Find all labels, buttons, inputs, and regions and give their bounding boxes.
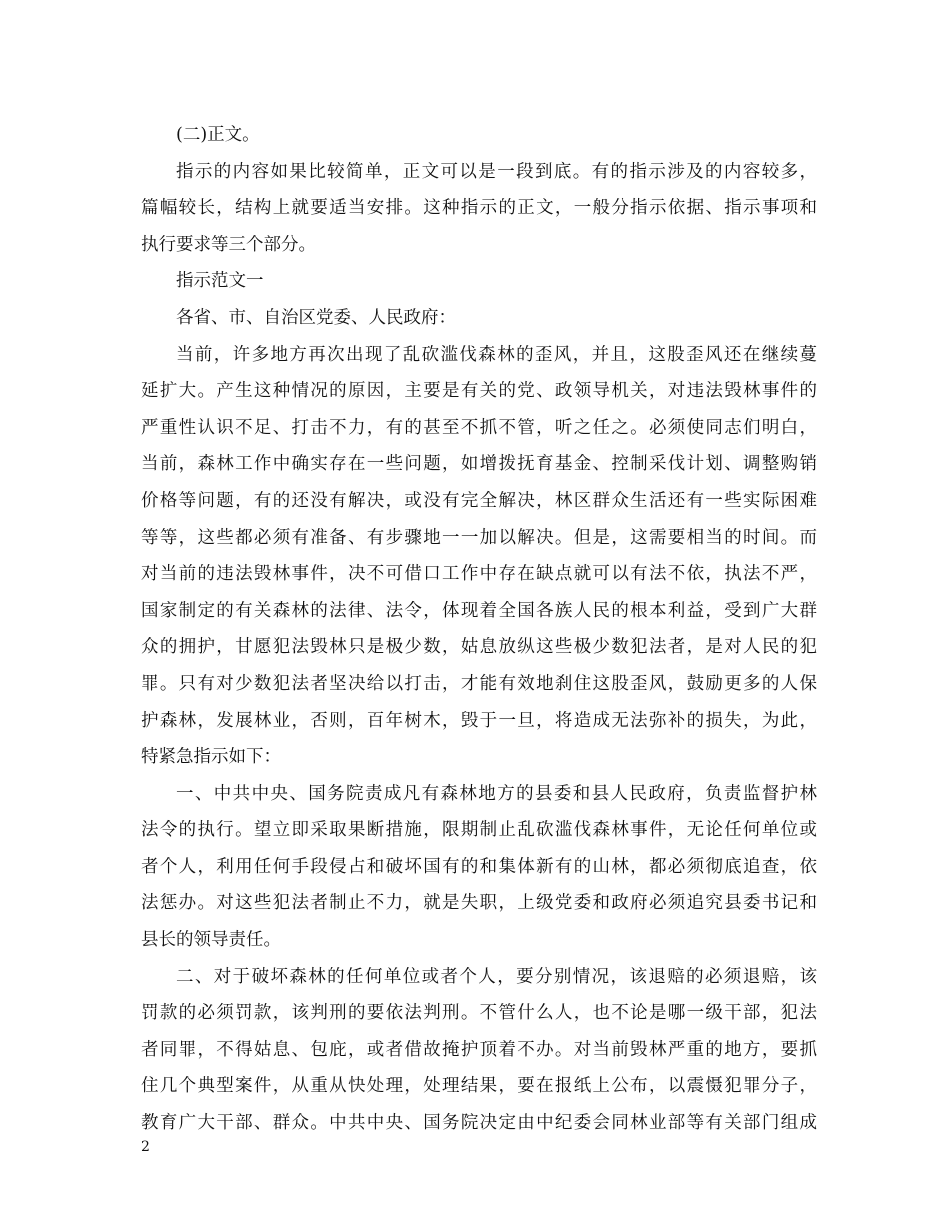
text-line: 当前，森林工作中确实存在一些问题，如增拨抚育基金、控制采伐计划、调整购销 bbox=[141, 454, 817, 475]
text-line: 者同罪，不得姑息、包庇，或者借故掩护顶着不办。对当前毁林严重的地方，要抓 bbox=[141, 1039, 817, 1060]
text-line: 住几个典型案件，从重从快处理，处理结果，要在报纸上公布，以震慑犯罪分子， bbox=[141, 1076, 817, 1097]
text-line: 县长的领导责任。 bbox=[141, 930, 281, 951]
text-line: 严重性认识不足、打击不力，有的甚至不抓不管，听之任之。必须使同志们明白， bbox=[141, 417, 817, 438]
text-line: 教育广大干部、群众。中共中央、国务院决定由中纪委会同林业部等有关部门组成 bbox=[141, 1113, 817, 1134]
page-number: 2 bbox=[141, 1139, 150, 1155]
text-line: 篇幅较长，结构上就要适当安排。这种指示的正文，一般分指示依据、指示事项和 bbox=[141, 198, 817, 219]
text-line: 特紧急指示如下： bbox=[141, 747, 281, 768]
text-line: 执行要求等三个部分。 bbox=[141, 234, 316, 255]
text-line: 罪。只有对少数犯法者坚决给以打击，才能有效地刹住这股歪风，鼓励更多的人保 bbox=[141, 673, 817, 694]
text-line: 延扩大。产生这种情况的原因，主要是有关的党、政领导机关，对违法毁林事件的 bbox=[141, 381, 817, 402]
text-line: 罚款的必须罚款，该判刑的要依法判刑。不管什么人，也不论是哪一级干部，犯法 bbox=[141, 1003, 817, 1024]
text-line: 国家制定的有关森林的法律、法令，体现着全国各族人民的根本利益，受到广大群 bbox=[141, 600, 817, 621]
document-body bbox=[141, 117, 817, 1142]
text-line: 各省、市、自治区党委、人民政府： bbox=[176, 307, 456, 328]
text-line: 者个人，利用任何手段侵占和破坏国有的和集体新有的山林，都必须彻底追查，依 bbox=[141, 856, 817, 877]
text-line: 法惩办。对这些犯法者制止不力，就是失职，上级党委和政府必须追究县委书记和 bbox=[141, 893, 817, 914]
text-line: 众的拥护，甘愿犯法毁林只是极少数，姑息放纵这些极少数犯法者，是对人民的犯 bbox=[141, 637, 817, 658]
text-line: 指示范文一 bbox=[176, 271, 264, 292]
text-line: 当前，许多地方再次出现了乱砍滥伐森林的歪风，并且，这股歪风还在继续蔓 bbox=[176, 344, 817, 365]
text-line: 价格等问题，有的还没有解决，或没有完全解决，林区群众生活还有一些实际困难 bbox=[141, 490, 817, 511]
text-line: (二)正文。 bbox=[176, 125, 260, 145]
text-line: 等等，这些都必须有准备、有步骤地一一加以解决。但是，这需要相当的时间。而 bbox=[141, 527, 817, 548]
text-line: 护森林，发展林业，否则，百年树木，毁于一旦，将造成无法弥补的损失，为此， bbox=[141, 710, 817, 731]
text-line: 对当前的违法毁林事件，决不可借口工作中存在缺点就可以有法不依，执法不严， bbox=[141, 564, 817, 585]
text-line: 二、对于破坏森林的任何单位或者个人，要分别情况，该退赔的必须退赔，该 bbox=[176, 966, 817, 987]
text-line: 一、中共中央、国务院责成凡有森林地方的县委和县人民政府，负责监督护林 bbox=[176, 783, 817, 804]
text-line: 指示的内容如果比较简单，正文可以是一段到底。有的指示涉及的内容较多， bbox=[176, 161, 817, 182]
text-line: 法令的执行。望立即采取果断措施，限期制止乱砍滥伐森林事件，无论任何单位或 bbox=[141, 820, 817, 841]
